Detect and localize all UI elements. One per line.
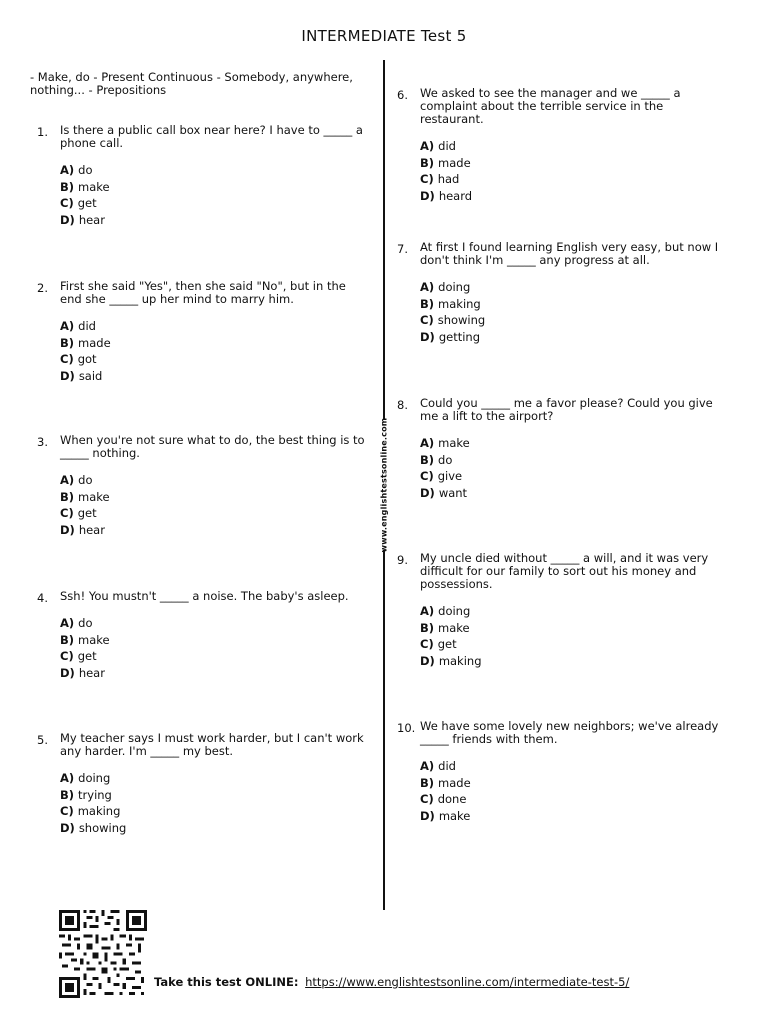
option-letter: C) (60, 196, 74, 210)
option-letter: D) (60, 212, 75, 227)
option-text: did (438, 139, 456, 153)
option-b[interactable] (420, 155, 730, 172)
option-b[interactable] (420, 452, 730, 469)
option-text: showing (437, 313, 486, 327)
option-b[interactable] (420, 620, 730, 637)
option-text: making (77, 804, 121, 818)
option-letter: C) (60, 649, 74, 663)
option-letter: A) (420, 139, 435, 153)
option-c[interactable] (420, 312, 730, 329)
option-text: doing (78, 771, 111, 785)
option-text: hear (78, 665, 105, 680)
option-letter: A) (60, 473, 75, 487)
option-letter: D) (420, 653, 435, 668)
option-text: doing (438, 280, 471, 294)
option-letter: A) (420, 280, 435, 294)
question-7 (397, 240, 730, 357)
question-text: First she said "Yes", then she said "No", but in the end she _____ up her mind to marry him. (60, 279, 346, 306)
option-d[interactable] (420, 485, 730, 502)
option-letter: D) (60, 665, 75, 680)
question-text: Is there a public call box near here? I have to _____ a phone call. (60, 123, 363, 150)
option-a[interactable] (60, 770, 368, 787)
option-b[interactable] (420, 296, 730, 313)
option-text: making (438, 296, 481, 311)
answer-options (60, 318, 368, 384)
question-number: 10. (397, 721, 416, 735)
answer-options (420, 435, 730, 501)
option-letter: D) (60, 820, 75, 835)
watermark (377, 417, 391, 553)
question-number: 6. (397, 88, 408, 102)
option-text: heard (438, 188, 473, 203)
option-letter: A) (60, 771, 75, 785)
option-c[interactable] (60, 351, 368, 368)
question-10 (397, 719, 730, 836)
option-letter: C) (420, 313, 434, 327)
option-text: hear (78, 212, 105, 227)
question-number: 2. (37, 281, 48, 295)
option-text: get (77, 506, 97, 520)
page-title: INTERMEDIATE Test 5 (301, 27, 467, 45)
question-number: 5. (37, 733, 48, 747)
answer-options (420, 758, 730, 824)
option-d[interactable] (420, 808, 730, 825)
option-letter: A) (60, 616, 75, 630)
option-text: got (77, 352, 97, 366)
option-letter: B) (60, 632, 75, 647)
option-text: want (438, 485, 468, 500)
question-number: 3. (37, 435, 48, 449)
option-letter: A) (60, 319, 75, 333)
question-text: My teacher says I must work harder, but I can't work any harder. I'm _____ my best. (60, 731, 364, 758)
option-text: make (438, 808, 471, 823)
option-letter: C) (420, 172, 434, 186)
question-text: My uncle died without _____ a will, and it was very difficult for our family to sort out his money and possessions. (420, 551, 709, 591)
option-letter: D) (420, 808, 435, 823)
option-text: said (78, 368, 103, 383)
option-letter: B) (420, 155, 435, 170)
question-text: Ssh! You mustn't _____ a noise. The baby's asleep. (60, 589, 349, 603)
option-text: getting (438, 329, 480, 344)
option-text: get (437, 637, 457, 651)
option-letter: D) (420, 188, 435, 203)
option-letter: B) (60, 179, 75, 194)
option-b[interactable] (60, 335, 368, 352)
option-text: make (438, 436, 470, 450)
option-d[interactable] (60, 820, 368, 837)
option-text: do (78, 163, 93, 177)
option-letter: D) (60, 522, 75, 537)
option-d[interactable] (60, 522, 368, 539)
qr-code-icon[interactable] (57, 910, 149, 998)
option-text: make (78, 632, 110, 647)
question-3 (37, 433, 368, 550)
answer-options (60, 615, 368, 681)
option-letter: C) (420, 469, 434, 483)
option-text: did (438, 759, 456, 773)
option-text: do (78, 473, 93, 487)
question-number: 9. (397, 553, 408, 567)
option-d[interactable] (420, 188, 730, 205)
option-letter: B) (60, 787, 75, 802)
answer-options (60, 770, 368, 836)
option-letter: B) (60, 335, 75, 350)
question-9 (397, 551, 730, 681)
option-letter: D) (60, 368, 75, 383)
option-c[interactable] (60, 195, 368, 212)
option-letter: C) (60, 804, 74, 818)
watermark-text: www.englishtestsonline.com (379, 417, 389, 553)
option-b[interactable] (60, 787, 368, 804)
option-a[interactable] (60, 162, 368, 179)
option-text: make (78, 489, 110, 504)
option-b[interactable] (420, 775, 730, 792)
option-letter: A) (60, 163, 75, 177)
option-text: get (77, 196, 97, 210)
option-a[interactable] (420, 138, 730, 155)
option-d[interactable] (420, 329, 730, 346)
online-test-link[interactable]: https://www.englishtestsonline.com/intermediate-test-5/ (305, 975, 630, 989)
footer (57, 910, 737, 1000)
option-c[interactable] (60, 803, 368, 820)
option-letter: B) (420, 620, 435, 635)
option-c[interactable] (420, 468, 730, 485)
option-text: do (438, 452, 453, 467)
option-c[interactable] (420, 171, 730, 188)
option-letter: C) (60, 506, 74, 520)
question-text: When you're not sure what to do, the best thing is to _____ nothing. (60, 433, 365, 460)
answer-options (420, 279, 730, 345)
option-c[interactable] (420, 636, 730, 653)
option-text: hear (78, 522, 105, 537)
option-b[interactable] (60, 489, 368, 506)
question-number: 1. (37, 125, 48, 139)
option-text: make (438, 620, 470, 635)
answer-options (60, 162, 368, 228)
option-c[interactable] (60, 505, 368, 522)
option-text: had (437, 172, 460, 186)
option-text: making (438, 653, 482, 668)
option-d[interactable] (420, 653, 730, 670)
option-letter: C) (420, 792, 434, 806)
question-text: We asked to see the manager and we _____ a complaint about the terrible service in the restaurant. (420, 86, 681, 126)
question-number: 4. (37, 591, 48, 605)
option-letter: B) (420, 775, 435, 790)
option-text: make (78, 179, 110, 194)
option-a[interactable] (60, 472, 368, 489)
question-text: At first I found learning English very easy, but now I don't think I'm _____ any progress at all. (420, 240, 719, 267)
question-1 (37, 123, 368, 240)
option-d[interactable] (60, 665, 368, 682)
option-text: showing (78, 820, 127, 835)
option-text: get (77, 649, 97, 663)
option-text: done (437, 792, 467, 806)
option-text: made (438, 775, 471, 790)
answer-options (420, 138, 730, 204)
option-text: give (437, 469, 463, 483)
option-letter: B) (60, 489, 75, 504)
option-b[interactable] (60, 632, 368, 649)
question-5 (37, 731, 368, 848)
option-a[interactable] (420, 435, 730, 452)
option-text: made (78, 335, 111, 350)
option-c[interactable] (420, 791, 730, 808)
answer-options (420, 603, 730, 669)
online-test-line (154, 975, 629, 989)
option-letter: C) (60, 352, 74, 366)
question-number: 8. (397, 398, 408, 412)
online-label: Take this test ONLINE: (154, 975, 299, 989)
question-2 (37, 279, 368, 396)
option-letter: C) (420, 637, 434, 651)
option-a[interactable] (60, 318, 368, 335)
option-a[interactable] (60, 615, 368, 632)
option-letter: B) (420, 296, 435, 311)
option-d[interactable] (60, 212, 368, 229)
option-text: made (438, 155, 471, 170)
option-text: doing (438, 604, 471, 618)
question-6 (397, 86, 730, 216)
question-text: Could you _____ me a favor please? Could you give me a lift to the airport? (420, 396, 713, 423)
option-b[interactable] (60, 179, 368, 196)
option-letter: D) (420, 485, 435, 500)
option-a[interactable] (420, 758, 730, 775)
option-a[interactable] (420, 603, 730, 620)
option-a[interactable] (420, 279, 730, 296)
option-letter: A) (420, 759, 435, 773)
question-text: We have some lovely new neighbors; we've already _____ friends with them. (420, 719, 719, 746)
option-d[interactable] (60, 368, 368, 385)
option-letter: A) (420, 604, 435, 618)
option-text: did (78, 319, 96, 333)
option-letter: D) (420, 329, 435, 344)
question-4 (37, 589, 368, 693)
option-c[interactable] (60, 648, 368, 665)
option-letter: A) (420, 436, 435, 450)
option-text: do (78, 616, 93, 630)
option-text: trying (78, 787, 112, 802)
topics-line: - Make, do - Present Continuous - Somebody, anywhere, nothing... - Prepositions (30, 70, 353, 97)
answer-options (60, 472, 368, 538)
question-number: 7. (397, 242, 408, 256)
question-8 (397, 396, 730, 513)
option-letter: B) (420, 452, 435, 467)
